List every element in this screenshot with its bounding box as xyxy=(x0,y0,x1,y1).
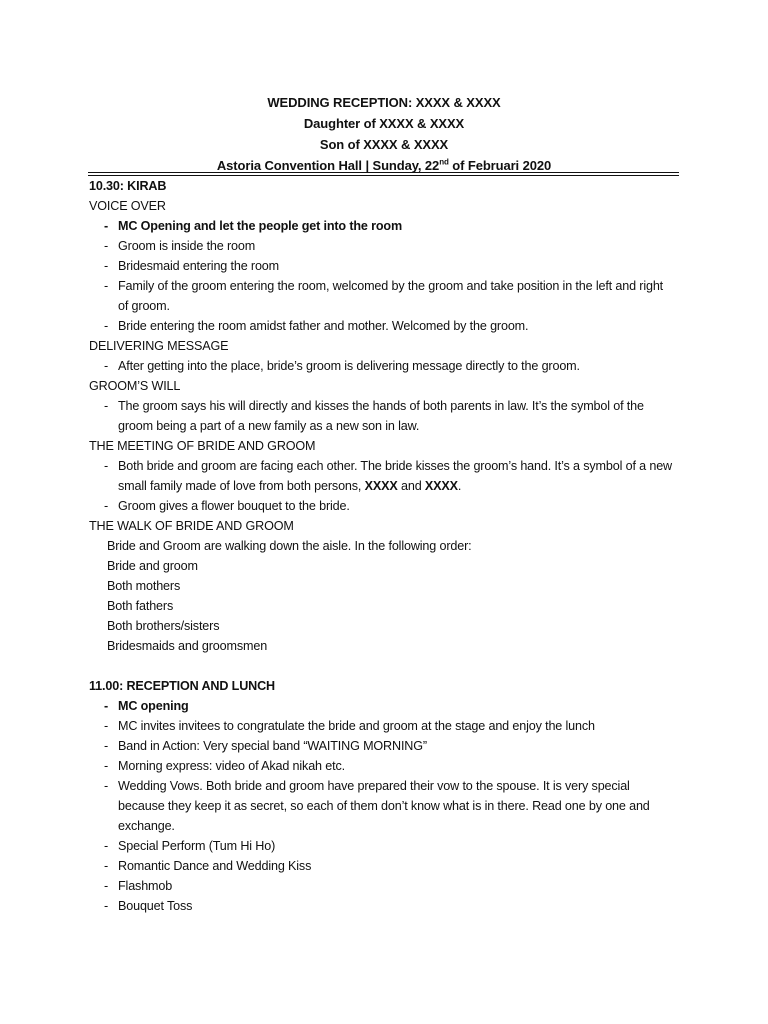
list-item-text: Band in Action: Very special band “WAITING MORNING” xyxy=(118,739,427,753)
list-item-text: Groom gives a flower bouquet to the bride. xyxy=(118,499,350,513)
list-item xyxy=(89,696,674,716)
list-item xyxy=(89,396,674,436)
list-item xyxy=(89,876,674,896)
list-item xyxy=(89,856,674,876)
dash-bullet: - xyxy=(104,459,109,473)
document-title: WEDDING RECEPTION: XXXX & XXXX xyxy=(267,95,501,110)
list-item-text: After getting into the place, bride’s groom is delivering message directly to the groom. xyxy=(118,359,580,373)
dash-bullet: - xyxy=(104,859,109,873)
dash-bullet: - xyxy=(104,899,109,913)
list-item xyxy=(89,896,674,916)
venue-month-year: of Februari 2020 xyxy=(448,158,552,173)
subheading-grooms-will: GROOM’S WILL xyxy=(89,379,181,393)
subheading-delivering-message: DELIVERING MESSAGE xyxy=(89,339,229,353)
dash-bullet: - xyxy=(104,359,109,373)
meeting-text: Both bride and groom are facing each other. The bride kisses the groom’s hand. It’s a symbol of a new small family made of love from both persons, xyxy=(118,459,672,493)
dash-bullet: - xyxy=(104,239,109,253)
dash-bullet: - xyxy=(104,779,109,793)
list-item xyxy=(89,276,674,316)
list-item-text: Flashmob xyxy=(118,879,173,893)
walk-line: Both mothers xyxy=(107,579,181,593)
list-item xyxy=(89,736,674,756)
dash-bullet: - xyxy=(104,279,109,293)
dash-bullet: - xyxy=(104,319,109,333)
list-item xyxy=(89,356,674,376)
list-item xyxy=(89,236,674,256)
list-item-text: Family of the groom entering the room, welcomed by the groom and take position in the left and right of groom. xyxy=(118,279,664,313)
list-item-text: MC Opening and let the people get into the room xyxy=(118,219,403,233)
walk-line: Bridesmaids and groomsmen xyxy=(107,639,268,653)
walk-line: Both brothers/sisters xyxy=(107,619,220,633)
dash-bullet: - xyxy=(104,499,109,513)
section-heading-reception: 11.00: RECEPTION AND LUNCH xyxy=(89,679,275,693)
dash-bullet: - xyxy=(104,739,109,753)
document-header xyxy=(0,92,768,176)
list-item xyxy=(89,256,674,276)
list-item-text: Special Perform (Tum Hi Ho) xyxy=(118,839,276,853)
list-item-text: Groom is inside the room xyxy=(118,239,256,253)
bride-name: XXXX xyxy=(364,479,398,493)
groom-parents: Son of XXXX & XXXX xyxy=(319,137,449,152)
list-item xyxy=(89,716,674,736)
venue-text: Astoria Convention Hall | Sunday, 22 xyxy=(216,158,440,173)
list-item xyxy=(89,836,674,856)
period: . xyxy=(457,479,462,493)
list-item xyxy=(89,776,674,836)
list-item xyxy=(89,496,674,516)
walk-line: Bride and groom xyxy=(107,559,198,573)
list-item-text: Morning express: video of Akad nikah etc. xyxy=(118,759,345,773)
list-item-text: MC opening xyxy=(118,699,189,713)
list-item-text: The groom says his will directly and kisses the hands of both parents in law. It’s the symbol of the groom being a part of a new family as a new son in law. xyxy=(118,399,644,433)
document-body xyxy=(89,176,674,916)
list-item-text: Wedding Vows. Both bride and groom have prepared their vow to the spouse. It is very special because they keep it as secret, so each of them don’t know what is in there. Read one by one and exchange. xyxy=(118,779,650,833)
section-heading-kirab: 10.30: KIRAB xyxy=(89,179,167,193)
list-item xyxy=(89,216,674,236)
header-divider-top xyxy=(88,172,679,173)
list-item-text: Bridesmaid entering the room xyxy=(118,259,280,273)
list-item-text: Bouquet Toss xyxy=(118,899,193,913)
subheading-voice-over: VOICE OVER xyxy=(89,199,166,213)
dash-bullet: - xyxy=(104,839,109,853)
dash-bullet: - xyxy=(104,399,109,413)
list-item-text: Romantic Dance and Wedding Kiss xyxy=(118,859,312,873)
walk-line: Bride and Groom are walking down the aisle. In the following order: xyxy=(107,539,472,553)
bride-parents: Daughter of XXXX & XXXX xyxy=(303,116,465,131)
subheading-walk: THE WALK OF BRIDE AND GROOM xyxy=(89,519,294,533)
dash-bullet: - xyxy=(104,759,109,773)
dash-bullet: - xyxy=(104,219,109,233)
dash-bullet: - xyxy=(104,699,109,713)
list-item xyxy=(89,456,674,496)
walk-line: Both fathers xyxy=(107,599,174,613)
list-item-text xyxy=(118,456,674,496)
list-item xyxy=(89,756,674,776)
date-ordinal: nd xyxy=(439,157,449,167)
dash-bullet: - xyxy=(104,259,109,273)
list-item-text: Bride entering the room amidst father and mother. Welcomed by the groom. xyxy=(118,319,529,333)
groom-name: XXXX xyxy=(424,479,458,493)
dash-bullet: - xyxy=(104,719,109,733)
section-spacer xyxy=(89,656,674,676)
conjunction: and xyxy=(397,479,425,493)
list-item-text: MC invites invitees to congratulate the bride and groom at the stage and enjoy the lunch xyxy=(118,719,595,733)
subheading-meeting: THE MEETING OF BRIDE AND GROOM xyxy=(89,439,316,453)
dash-bullet: - xyxy=(104,879,109,893)
list-item xyxy=(89,316,674,336)
